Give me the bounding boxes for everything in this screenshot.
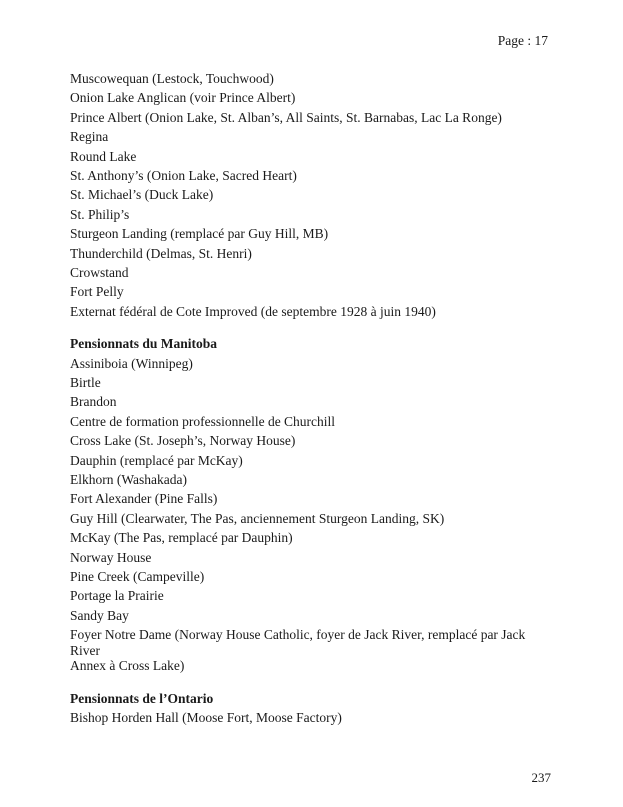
list-item: Norway House — [70, 549, 152, 565]
list-item: Elkhorn (Washakada) — [70, 472, 187, 488]
list-item: Dauphin (remplacé par McKay) — [70, 452, 243, 468]
list-item: Fort Alexander (Pine Falls) — [70, 491, 218, 507]
section-heading-ontario: Pensionnats de l’Ontario — [70, 690, 214, 706]
list-item-line: Annex à Cross Lake) — [70, 658, 185, 674]
list-item: St. Michael’s (Duck Lake) — [70, 187, 214, 203]
list-section-manitoba — [70, 336, 548, 674]
list-item: Bishop Horden Hall (Moose Fort, Moose Factory) — [70, 710, 342, 726]
list-item: Onion Lake Anglican (voir Prince Albert) — [70, 90, 296, 106]
list-item: Centre de formation professionnelle de Churchill — [70, 413, 336, 429]
section-heading-manitoba: Pensionnats du Manitoba — [70, 336, 218, 352]
list-item: Regina — [70, 129, 109, 145]
list-item: Assiniboia (Winnipeg) — [70, 355, 193, 371]
list-item: Fort Pelly — [70, 284, 124, 300]
list-item: Crowstand — [70, 264, 129, 280]
page-header — [70, 33, 548, 49]
list-section-continued — [70, 71, 548, 319]
list-item: Externat fédéral de Cote Improved (de septembre 1928 à juin 1940) — [70, 303, 436, 319]
page-header-label: Page : 17 — [497, 33, 548, 48]
page-footer — [70, 770, 551, 785]
list-item — [70, 627, 548, 674]
list-item: Cross Lake (St. Joseph’s, Norway House) — [70, 433, 296, 449]
list-item: Pine Creek (Campeville) — [70, 568, 205, 584]
list-item: Sandy Bay — [70, 607, 129, 623]
list-item: Guy Hill (Clearwater, The Pas, anciennement Sturgeon Landing, SK) — [70, 510, 445, 526]
list-item: Portage la Prairie — [70, 588, 164, 604]
list-item: Birtle — [70, 375, 101, 391]
list-item: Muscowequan (Lestock, Touchwood) — [70, 71, 274, 86]
list-item: Prince Albert (Onion Lake, St. Alban’s, All Saints, St. Barnabas, Lac La Ronge) — [70, 109, 502, 125]
list-item: St. Anthony’s (Onion Lake, Sacred Heart) — [70, 167, 297, 183]
footer-page-number: 237 — [531, 770, 551, 785]
list-item: Round Lake — [70, 148, 137, 164]
list-item: St. Philip’s — [70, 206, 130, 222]
document-body — [70, 71, 548, 730]
list-item: Sturgeon Landing (remplacé par Guy Hill, MB) — [70, 226, 329, 242]
list-item: Thunderchild (Delmas, St. Henri) — [70, 245, 252, 261]
list-item: McKay (The Pas, remplacé par Dauphin) — [70, 530, 293, 546]
list-section-ontario — [70, 691, 548, 726]
list-item: Brandon — [70, 394, 117, 410]
list-item-line: Foyer Notre Dame (Norway House Catholic, foyer de Jack River, remplacé par Jack River — [70, 627, 526, 658]
